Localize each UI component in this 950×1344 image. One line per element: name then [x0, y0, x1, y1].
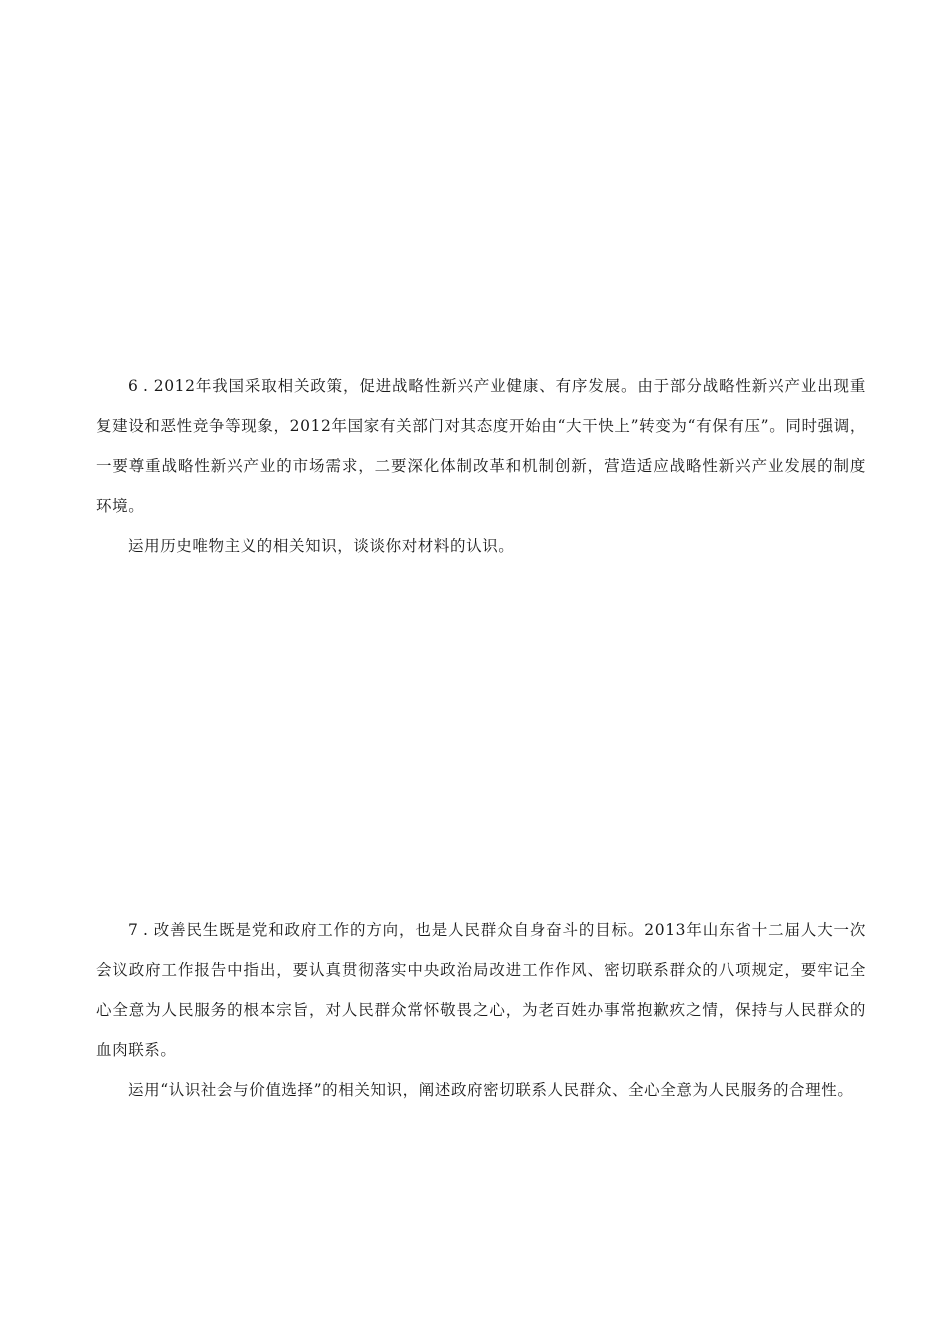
question-6 [96, 366, 866, 566]
question-6-number: 6 . [128, 377, 148, 395]
question-7-prompt: 运用“认识社会与价值选择”的相关知识，阐述政府密切联系人民群众、全心全意为人民服务的合理性。 [128, 1081, 854, 1099]
question-6-prompt: 运用历史唯物主义的相关知识，谈谈你对材料的认识。 [128, 537, 515, 555]
question-7 [96, 910, 866, 1110]
question-6-material-text: 2012年我国采取相关政策，促进战略性新兴产业健康、有序发展。由于部分战略性新兴产业出现重复建设和恶性竞争等现象，2012年国家有关部门对其态度开始由“大干快上”转变为“有保有压”。同时强调，一要尊重战略性新兴产业的市场需求，二要深化体制改革和机制创新，营造适应战略性新兴产业发展的制度环境。 [96, 377, 866, 515]
question-6-material [96, 366, 866, 526]
question-7-material [96, 910, 866, 1070]
question-7-number: 7 . [128, 921, 148, 939]
question-7-material-text: 改善民生既是党和政府工作的方向，也是人民群众自身奋斗的目标。2013年山东省十二届人大一次会议政府工作报告中指出，要认真贯彻落实中央政治局改进工作作风、密切联系群众的八项规定，要牢记全心全意为人民服务的根本宗旨，对人民群众常怀敬畏之心，为老百姓办事常抱歉疚之情，保持与人民群众的血肉联系。 [96, 921, 866, 1059]
